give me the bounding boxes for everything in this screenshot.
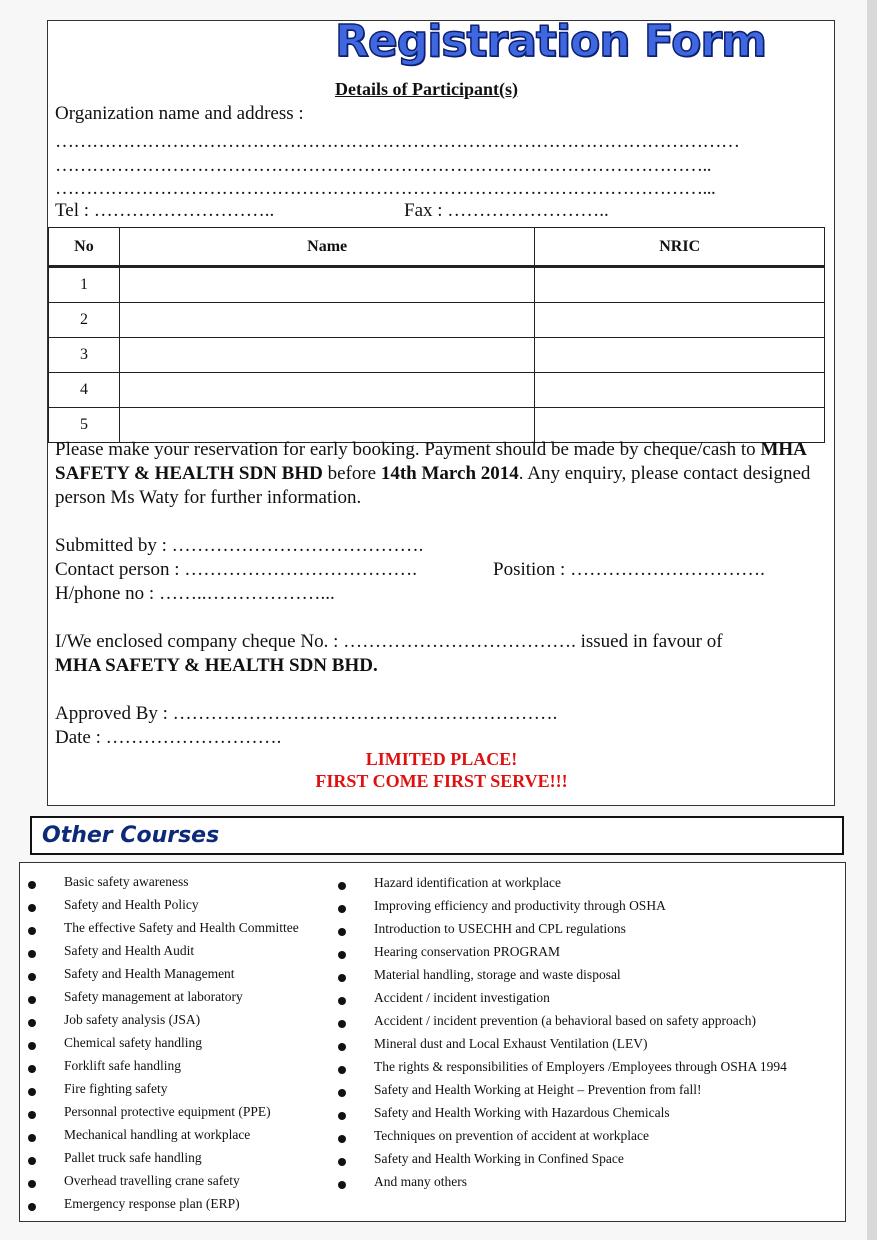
course-item: Overhead travelling crane safety xyxy=(64,1173,240,1188)
cheque-company: MHA SAFETY & HEALTH SDN BHD. xyxy=(55,655,378,676)
page-edge xyxy=(867,0,877,1240)
bullet-icon xyxy=(28,950,36,958)
form-subtitle: Details of Participant(s) xyxy=(335,79,518,99)
bullet-icon xyxy=(28,904,36,912)
table-row xyxy=(49,303,825,338)
table-header-row xyxy=(49,228,825,267)
course-item: Accident / incident investigation xyxy=(374,990,550,1005)
note-text-2: before xyxy=(322,463,381,484)
course-item: Safety and Health Working with Hazardous Chemicals xyxy=(374,1105,670,1120)
approved-by-field[interactable]: Approved By : ……………………………………………………. xyxy=(55,703,558,724)
bullet-icon xyxy=(28,1111,36,1119)
nric-cell[interactable] xyxy=(535,267,825,303)
fax-field[interactable]: Fax : …………………….. xyxy=(404,200,609,221)
header-nric: NRIC xyxy=(535,228,825,267)
course-item: Mineral dust and Local Exhaust Ventilation (LEV) xyxy=(374,1036,648,1051)
bullet-icon xyxy=(338,974,346,982)
bullet-icon xyxy=(28,1203,36,1211)
bullet-icon xyxy=(28,996,36,1004)
note-text-1: Please make your reservation for early booking. Payment should be made by cheque/cash to xyxy=(55,439,761,460)
course-item: Personnal protective equipment (PPE) xyxy=(64,1104,271,1119)
org-label: Organization name and address : xyxy=(55,103,304,124)
bullet-icon xyxy=(338,1066,346,1074)
course-item: Safety and Health Audit xyxy=(64,943,195,958)
bullet-icon xyxy=(338,1181,346,1189)
contact-person-field[interactable]: Contact person : ………………………………. xyxy=(55,559,418,580)
course-item: Mechanical handling at workplace xyxy=(64,1127,251,1142)
row-number: 2 xyxy=(49,303,120,338)
course-item: The rights & responsibilities of Employers /Employees through OSHA 1994 xyxy=(374,1059,787,1074)
org-line-1[interactable]: ………………………………………………………………………………………………… xyxy=(55,131,740,152)
course-item: Fire fighting safety xyxy=(64,1081,168,1096)
form-title: Registration Form xyxy=(335,16,766,67)
table-row xyxy=(49,373,825,408)
bullet-icon xyxy=(338,1089,346,1097)
course-item: Safety and Health Working at Height – Prevention from fall! xyxy=(374,1082,702,1097)
bullet-icon xyxy=(338,905,346,913)
hphone-field[interactable]: H/phone no : ……..………………... xyxy=(55,583,335,604)
bullet-icon xyxy=(338,1043,346,1051)
bullet-icon xyxy=(28,973,36,981)
course-item: Accident / incident prevention (a behavioral based on safety approach) xyxy=(374,1013,756,1028)
course-item: Basic safety awareness xyxy=(64,874,189,889)
submitted-by-field[interactable]: Submitted by : …………………………………. xyxy=(55,535,424,556)
course-item: Material handling, storage and waste disposal xyxy=(374,967,621,982)
first-come-notice: FIRST COME FIRST SERVE!!! xyxy=(315,771,568,791)
course-item: Hearing conservation PROGRAM xyxy=(374,944,560,959)
date-field[interactable]: Date : ………………………. xyxy=(55,727,282,748)
other-courses-heading: Other Courses xyxy=(42,823,220,848)
row-number: 5 xyxy=(49,408,120,443)
bullet-icon xyxy=(338,882,346,890)
course-item: Techniques on prevention of accident at workplace xyxy=(374,1128,649,1143)
bullet-icon xyxy=(28,927,36,935)
course-item: Forklift safe handling xyxy=(64,1058,181,1073)
payment-note xyxy=(55,438,830,510)
nric-cell[interactable] xyxy=(535,373,825,408)
course-item: Safety and Health Management xyxy=(64,966,235,981)
org-line-3[interactable]: ……………………………………………………………………………………………... xyxy=(55,178,716,199)
course-item: Chemical safety handling xyxy=(64,1035,202,1050)
bullet-icon xyxy=(28,1157,36,1165)
bullet-icon xyxy=(338,1135,346,1143)
header-name: Name xyxy=(119,228,534,267)
course-item: Introduction to USECHH and CPL regulations xyxy=(374,921,626,936)
table-row xyxy=(49,267,825,303)
note-company: MHA SAFETY & HEALTH SDN BHD xyxy=(55,439,806,484)
row-number: 4 xyxy=(49,373,120,408)
course-item: Safety and Health Policy xyxy=(64,897,199,912)
bullet-icon xyxy=(338,951,346,959)
other-courses-banner xyxy=(30,816,844,855)
name-cell[interactable] xyxy=(119,338,534,373)
courses-list-box xyxy=(19,862,846,1222)
nric-cell[interactable] xyxy=(535,338,825,373)
name-cell[interactable] xyxy=(119,373,534,408)
bullet-icon xyxy=(338,1020,346,1028)
tel-field[interactable]: Tel : ……………………….. xyxy=(55,200,275,221)
name-cell[interactable] xyxy=(119,267,534,303)
course-item: Emergency response plan (ERP) xyxy=(64,1196,240,1211)
nric-cell[interactable] xyxy=(535,303,825,338)
course-item: Safety and Health Working in Confined Space xyxy=(374,1151,624,1166)
row-number: 3 xyxy=(49,338,120,373)
participants-table xyxy=(48,227,825,443)
header-no: No xyxy=(49,228,120,267)
bullet-icon xyxy=(28,1042,36,1050)
table-row xyxy=(49,338,825,373)
limited-place-notice: LIMITED PLACE! xyxy=(365,749,518,769)
bullet-icon xyxy=(28,1019,36,1027)
bullet-icon xyxy=(338,997,346,1005)
course-item: Hazard identification at workplace xyxy=(374,875,562,890)
course-item: Safety management at laboratory xyxy=(64,989,243,1004)
course-item: The effective Safety and Health Committee xyxy=(64,920,299,935)
bullet-icon xyxy=(28,1065,36,1073)
bullet-icon xyxy=(338,1158,346,1166)
name-cell[interactable] xyxy=(119,303,534,338)
course-item: And many others xyxy=(374,1174,467,1189)
course-item: Pallet truck safe handling xyxy=(64,1150,202,1165)
note-text-3: . Any enquiry, please contact designed person Ms Waty for further information. xyxy=(55,463,811,508)
position-field[interactable]: Position : …………………………. xyxy=(493,559,765,580)
org-line-2[interactable]: …………………………………………………………………………………………….. xyxy=(55,155,711,176)
bullet-icon xyxy=(338,928,346,936)
cheque-field[interactable]: I/We enclosed company cheque No. : ………………………………. issued in favour of xyxy=(55,631,723,652)
course-item: Job safety analysis (JSA) xyxy=(64,1012,201,1027)
bullet-icon xyxy=(28,1134,36,1142)
bullet-icon xyxy=(28,881,36,889)
bullet-icon xyxy=(28,1088,36,1096)
bullet-icon xyxy=(338,1112,346,1120)
row-number: 1 xyxy=(49,267,120,303)
course-item: Improving efficiency and productivity through OSHA xyxy=(374,898,666,913)
bullet-icon xyxy=(28,1180,36,1188)
note-date: 14th March 2014 xyxy=(380,463,519,484)
